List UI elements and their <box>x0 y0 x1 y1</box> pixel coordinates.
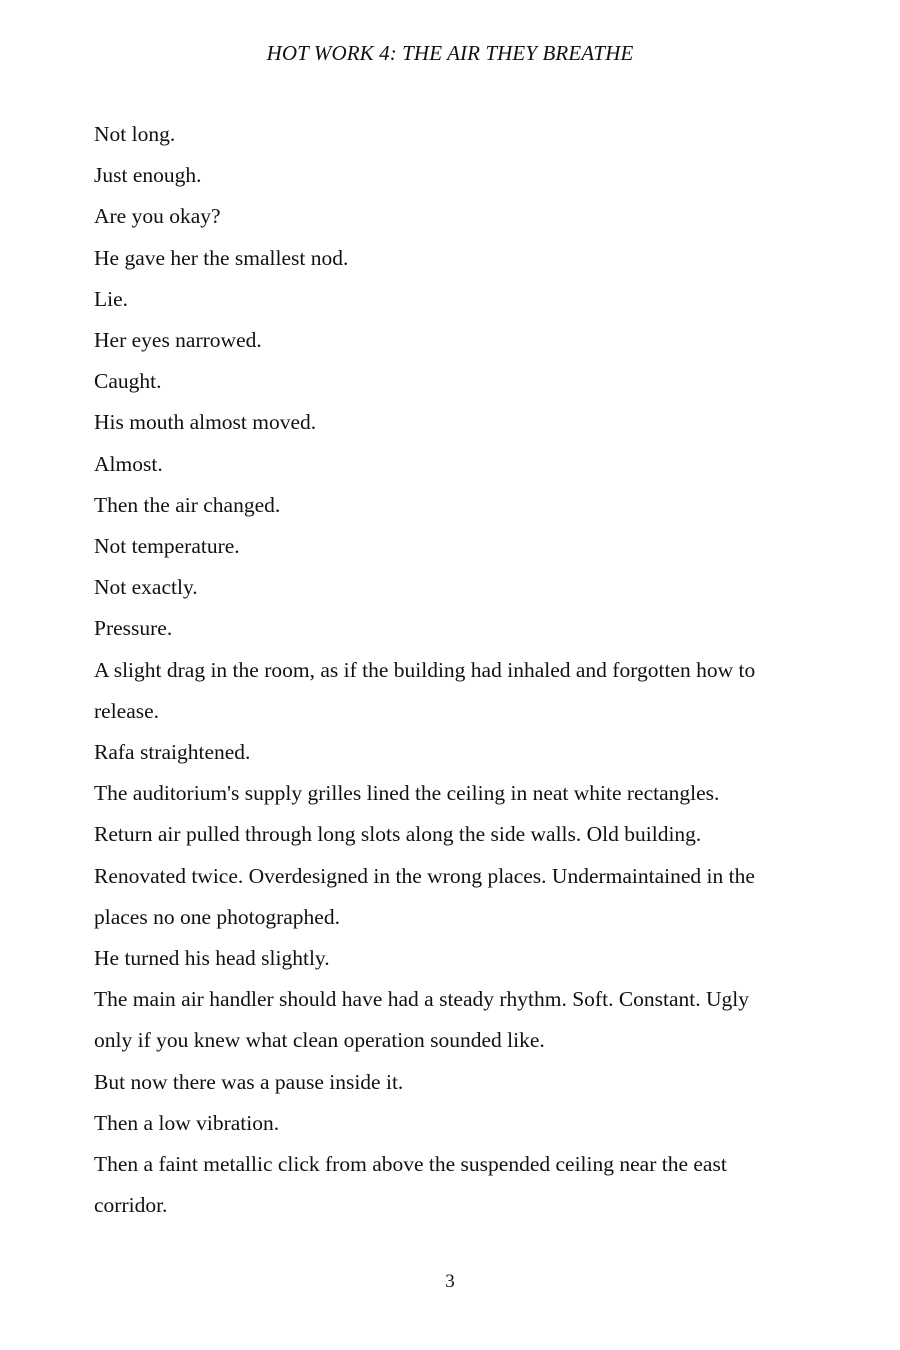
paragraph: The main air handler should have had a steady rhythm. Soft. Constant. Ugly only if you knew what clean operation sounded like. <box>94 987 750 1053</box>
running-header-title: HOT WORK 4: THE AIR THEY BREATHE <box>266 41 634 65</box>
paragraph: Rafa straightened. <box>94 740 251 765</box>
paragraph: Just enough. <box>94 163 202 188</box>
page-number: 3 <box>445 1271 455 1292</box>
paragraph: Almost. <box>94 451 163 476</box>
paragraph: His mouth almost moved. <box>94 410 317 435</box>
paragraph: A slight drag in the room, as if the building had inhaled and forgotten how to release. <box>94 657 756 723</box>
paragraph: Are you okay? <box>94 204 221 229</box>
paragraph: Not long. <box>94 122 176 146</box>
paragraph: Her eyes narrowed. <box>94 328 262 353</box>
paragraph: But now there was a pause inside it. <box>94 1069 404 1094</box>
body-text <box>94 114 774 1226</box>
paragraph: Not temperature. <box>94 534 240 559</box>
paragraph: Pressure. <box>94 616 173 641</box>
paragraph: Then the air changed. <box>94 492 281 517</box>
paragraph: Then a faint metallic click from above the suspended ceiling near the east corridor. <box>94 1152 727 1218</box>
paragraph: He turned his head slightly. <box>94 946 330 971</box>
paragraph: Then a low vibration. <box>94 1110 280 1135</box>
paragraph: Lie. <box>94 286 129 311</box>
paragraph: Not exactly. <box>94 575 198 600</box>
paragraph: Caught. <box>94 369 162 394</box>
paragraph: He gave her the smallest nod. <box>94 245 349 270</box>
paragraph: The auditorium's supply grilles lined the ceiling in neat white rectangles. Return air pulled through long slots along the side walls. Old building. Renovated twice. Overdesigned in the wrong places. Undermaintained in the places no one photographed. <box>94 781 755 929</box>
